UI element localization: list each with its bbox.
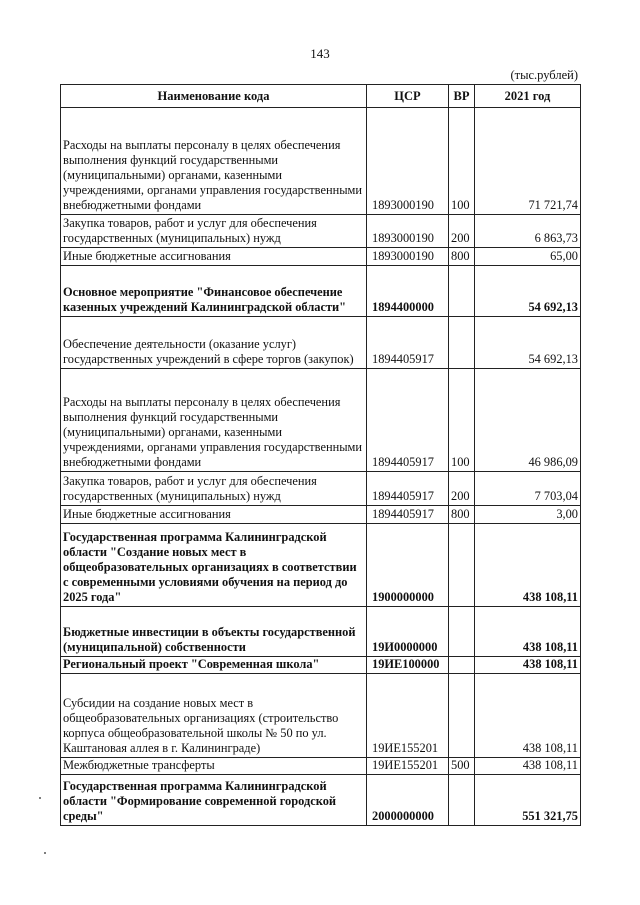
cell-name: Обеспечение деятельности (оказание услуг) государственных учреждений в сфере торгов (закупок) [61, 317, 367, 369]
table-row [61, 369, 581, 472]
table-row [61, 674, 581, 758]
cell-name: Основное мероприятие "Финансовое обеспечение казенных учреждений Калининградской области" [61, 266, 367, 317]
cell-amount: 54 692,13 [475, 266, 581, 317]
cell-csr: 19ИЕ100000 [367, 657, 449, 674]
table-row [61, 775, 581, 826]
header-vr: ВР [449, 85, 475, 108]
cell-amount: 551 321,75 [475, 775, 581, 826]
cell-csr: 1894405917 [367, 506, 449, 524]
cell-name: Государственная программа Калининградской области "Создание новых мест в общеобразовательных организациях в соответствии с современными условиями обучения на период до 2025 года" [61, 524, 367, 607]
cell-name: Бюджетные инвестиции в объекты государственной (муниципальной) собственности [61, 607, 367, 657]
units-label: (тыс.рублей) [510, 68, 578, 82]
cell-vr [449, 657, 475, 674]
cell-vr [449, 524, 475, 607]
cell-csr: 2000000000 [367, 775, 449, 826]
cell-vr: 500 [449, 758, 475, 775]
header-csr: ЦСР [367, 85, 449, 108]
cell-csr: 1894405917 [367, 369, 449, 472]
table-row [61, 607, 581, 657]
cell-vr [449, 317, 475, 369]
cell-name: Региональный проект "Современная школа" [61, 657, 367, 674]
cell-csr: 1894400000 [367, 266, 449, 317]
cell-amount: 65,00 [475, 248, 581, 266]
cell-csr: 1900000000 [367, 524, 449, 607]
table-row [61, 248, 581, 266]
cell-name: Расходы на выплаты персоналу в целях обеспечения выполнения функций государственными (муниципальными) органами, казенными учреждениями, органами управления государственными внебюджетными фондами [61, 108, 367, 215]
cell-vr: 800 [449, 248, 475, 266]
cell-name: Закупка товаров, работ и услуг для обеспечения государственных (муниципальных) нужд [61, 215, 367, 248]
table-row [61, 317, 581, 369]
table-row [61, 524, 581, 607]
cell-amount: 71 721,74 [475, 108, 581, 215]
cell-csr: 1894405917 [367, 317, 449, 369]
cell-vr: 100 [449, 369, 475, 472]
cell-vr: 100 [449, 108, 475, 215]
cell-vr [449, 775, 475, 826]
cell-vr: 800 [449, 506, 475, 524]
cell-name: Государственная программа Калининградской области "Формирование современной городской среды" [61, 775, 367, 826]
cell-vr: 200 [449, 472, 475, 506]
cell-amount: 438 108,11 [475, 607, 581, 657]
cell-amount: 3,00 [475, 506, 581, 524]
cell-vr: 200 [449, 215, 475, 248]
cell-amount: 438 108,11 [475, 674, 581, 758]
table-row [61, 758, 581, 775]
cell-name: Расходы на выплаты персоналу в целях обеспечения выполнения функций государственными (муниципальными) органами, казенными учреждениями, органами управления государственными внебюджетными фондами [61, 369, 367, 472]
header-year: 2021 год [475, 85, 581, 108]
cell-csr: 1893000190 [367, 248, 449, 266]
cell-csr: 1894405917 [367, 472, 449, 506]
cell-amount: 438 108,11 [475, 524, 581, 607]
cell-csr: 1893000190 [367, 215, 449, 248]
cell-amount: 6 863,73 [475, 215, 581, 248]
table-row [61, 506, 581, 524]
table-row [61, 657, 581, 674]
cell-name: Субсидии на создание новых мест в общеобразовательных организациях (строительство корпуса общеобразовательной школы № 50 по ул. Каштановая аллея в г. Калининграде) [61, 674, 367, 758]
cell-amount: 54 692,13 [475, 317, 581, 369]
scan-speck [44, 852, 46, 854]
cell-vr [449, 607, 475, 657]
scan-speck [39, 797, 41, 799]
cell-name: Иные бюджетные ассигнования [61, 248, 367, 266]
header-name: Наименование кода [61, 85, 367, 108]
cell-amount: 438 108,11 [475, 758, 581, 775]
cell-amount: 7 703,04 [475, 472, 581, 506]
cell-vr [449, 266, 475, 317]
cell-name: Закупка товаров, работ и услуг для обеспечения государственных (муниципальных) нужд [61, 472, 367, 506]
cell-amount: 438 108,11 [475, 657, 581, 674]
cell-vr [449, 674, 475, 758]
cell-amount: 46 986,09 [475, 369, 581, 472]
table-row [61, 215, 581, 248]
cell-name: Иные бюджетные ассигнования [61, 506, 367, 524]
page-number: 143 [310, 46, 330, 61]
cell-csr: 19ИЕ155201 [367, 674, 449, 758]
table-row [61, 472, 581, 506]
cell-csr: 19И0000000 [367, 607, 449, 657]
cell-name: Межбюджетные трансферты [61, 758, 367, 775]
cell-csr: 19ИЕ155201 [367, 758, 449, 775]
budget-table [60, 84, 581, 826]
cell-csr: 1893000190 [367, 108, 449, 215]
header-row [61, 85, 581, 108]
table-row [61, 266, 581, 317]
table-row [61, 108, 581, 215]
